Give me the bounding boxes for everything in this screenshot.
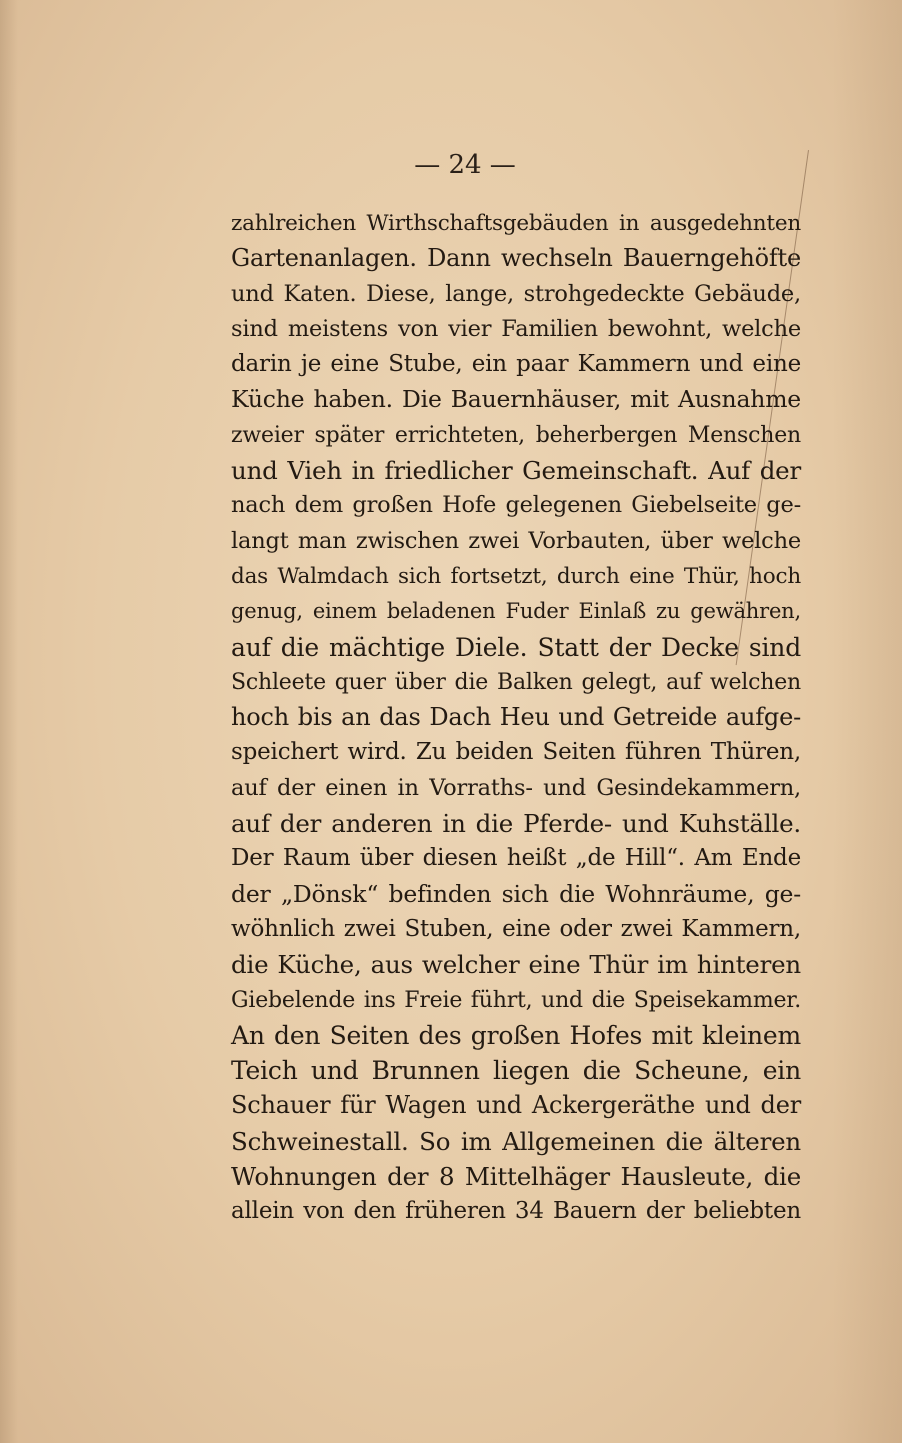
text-line: zahlreichen Wirthschaftsgebäuden in ausgedehnten xyxy=(231,211,801,236)
text-line: genug, einem beladenen Fuder Einlaß zu gewähren, xyxy=(231,599,801,624)
text-line: Teich und Brunnen liegen die Scheune, ein xyxy=(231,1056,801,1086)
binding-shadow xyxy=(0,0,18,1443)
text-line: die Küche, aus welcher eine Thür im hinteren xyxy=(231,950,801,980)
text-line: Schauer für Wagen und Ackergeräthe und der xyxy=(231,1091,801,1120)
body-text xyxy=(231,206,801,1230)
text-line: nach dem großen Hofe gelegenen Giebelseite ge- xyxy=(231,492,801,519)
text-line: zweier später errichteten, beherbergen Menschen xyxy=(231,422,801,448)
text-line: auf die mächtige Diele. Statt der Decke sind xyxy=(231,632,801,662)
text-line: wöhnlich zwei Stuben, eine oder zwei Kammern, xyxy=(231,915,801,942)
text-line: der „Dönsk“ befinden sich die Wohnräume, ge- xyxy=(231,879,801,908)
text-line: und Vieh in friedlicher Gemeinschaft. Auf der xyxy=(231,456,801,486)
text-line: Schleete quer über die Balken gelegt, auf welchen xyxy=(231,669,801,695)
text-line: das Walmdach sich fortsetzt, durch eine Thür, hoch xyxy=(231,563,801,589)
text-line: auf der anderen in die Pferde- und Kuhställe. xyxy=(231,809,801,839)
text-line: Der Raum über diesen heißt „de Hill“. Am Ende xyxy=(231,845,801,872)
text-line: Giebelende ins Freie führt, und die Speisekammer. xyxy=(231,987,801,1013)
text-line: auf der einen in Vorraths- und Gesindekammern, xyxy=(231,774,801,801)
text-line: und Katen. Diese, lange, strohgedeckte Gebäude, xyxy=(231,280,801,307)
text-line: An den Seiten des großen Hofes mit kleinem xyxy=(231,1020,801,1050)
page-edge-shading xyxy=(832,0,902,1443)
text-line: hoch bis an das Dach Heu und Getreide aufge- xyxy=(231,703,801,732)
text-line: Wohnungen der 8 Mittelhäger Hausleute, die xyxy=(231,1162,801,1192)
text-line: speichert wird. Zu beiden Seiten führen Thüren, xyxy=(231,739,801,766)
page-number: — 24 — xyxy=(414,150,516,180)
text-line: allein von den früheren 34 Bauern der beliebten xyxy=(231,1198,801,1225)
text-line: sind meistens von vier Familien bewohnt, welche xyxy=(231,315,801,342)
text-line: darin je eine Stube, ein paar Kammern und eine xyxy=(231,351,801,378)
text-line: Küche haben. Die Bauernhäuser, mit Ausnahme xyxy=(231,385,801,414)
text-line: Schweinestall. So im Allgemeinen die älteren xyxy=(231,1126,801,1156)
text-line: Gartenanlagen. Dann wechseln Bauerngehöfte xyxy=(231,244,801,273)
text-line: langt man zwischen zwei Vorbauten, über welche xyxy=(231,527,801,554)
